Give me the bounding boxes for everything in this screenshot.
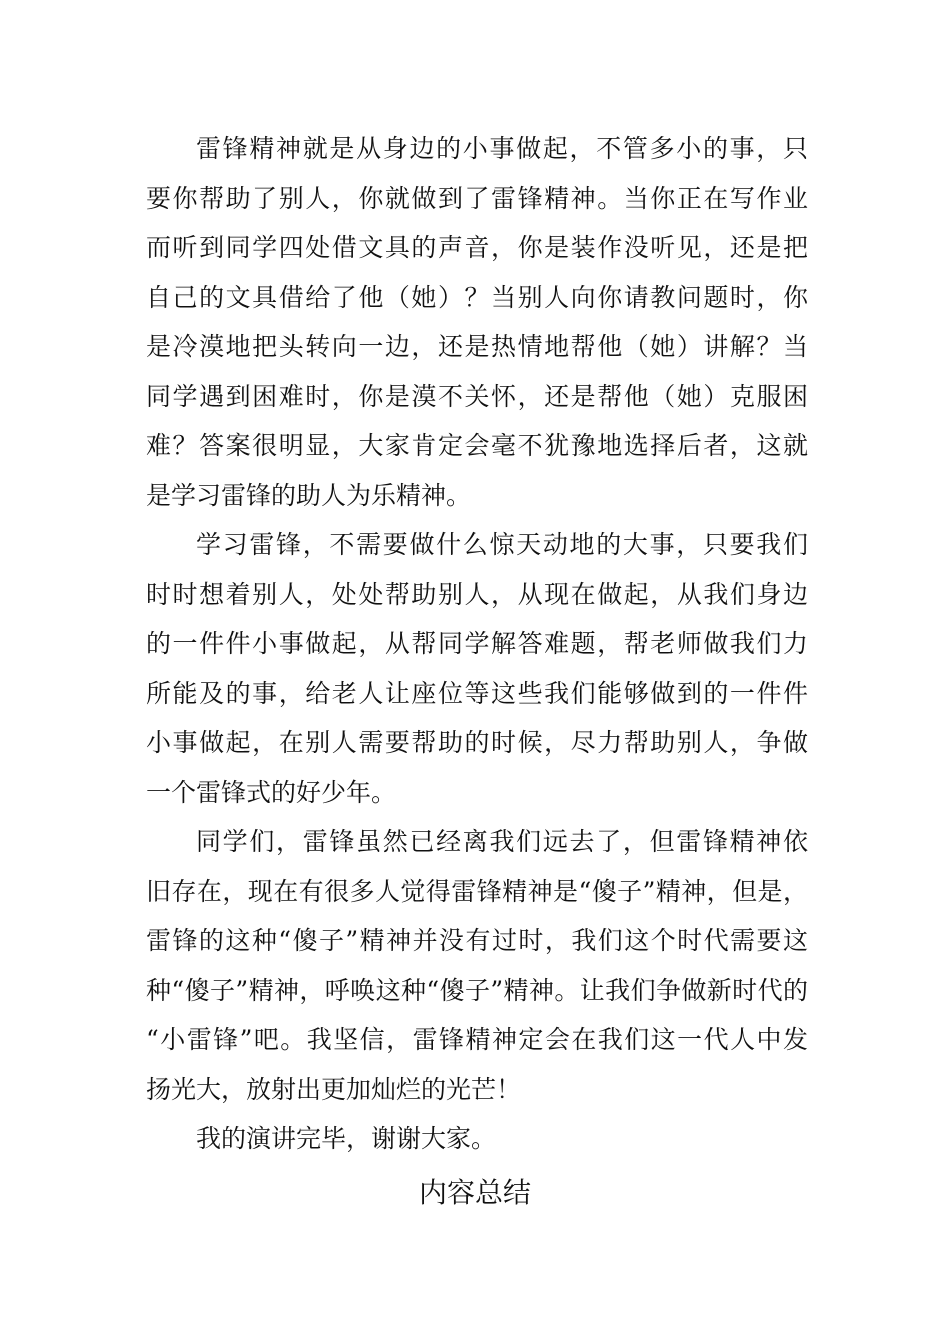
text-line: 所能及的事，给老人让座位等这些我们能够做到的一件件 (146, 678, 808, 708)
speech-body (146, 124, 808, 1164)
text-line: 种“傻子”精神，呼唤这种“傻子”精神。让我们争做新时代的 (146, 975, 808, 1005)
text-line: 是冷漠地把头转向一边，还是热情地帮他（她）讲解？当 (146, 332, 808, 361)
text-line: 要你帮助了别人，你就做到了雷锋精神。当你正在写作业 (146, 183, 808, 213)
text-line: 难？答案很明显，大家肯定会毫不犹豫地选择后者，这就 (146, 431, 808, 460)
text-line: 自己的文具借给了他（她）？当别人向你请教问题时，你 (146, 282, 808, 312)
text-line: 旧存在，现在有很多人觉得雷锋精神是“傻子”精神，但是， (146, 876, 808, 906)
paragraph (146, 817, 808, 1114)
text-line: 时时想着别人，处处帮助别人，从现在做起，从我们身边 (146, 579, 808, 609)
text-line: 是学习雷锋的助人为乐精神。 (146, 480, 472, 510)
text-line: 同学们，雷锋虽然已经离我们远去了，但雷锋精神依 (196, 827, 808, 856)
text-line: 雷锋精神就是从身边的小事做起，不管多小的事，只 (196, 134, 808, 163)
text-line: 扬光大，放射出更加灿烂的光芒！ (146, 1074, 522, 1104)
paragraph (146, 1114, 808, 1164)
paragraph (146, 520, 808, 817)
text-line: 一个雷锋式的好少年。 (146, 777, 397, 807)
text-line: 的一件件小事做起，从帮同学解答难题，帮老师做我们力 (146, 629, 808, 658)
summary-heading: 内容总结 (418, 1176, 531, 1209)
text-line: 同学遇到困难时，你是漠不关怀，还是帮他（她）克服困 (146, 381, 808, 411)
text-line: “小雷锋”吧。我坚信，雷锋精神定会在我们这一代人中发 (146, 1025, 808, 1054)
text-line: 我的演讲完毕，谢谢大家。 (196, 1124, 497, 1153)
text-line: 雷锋的这种“傻子”精神并没有过时，我们这个时代需要这 (146, 926, 808, 955)
text-line: 小事做起，在别人需要帮助的时候，尽力帮助别人，争做 (146, 728, 808, 757)
text-line: 而听到同学四处借文具的声音，你是装作没听见，还是把 (146, 233, 808, 262)
paragraph (146, 124, 808, 520)
text-line: 学习雷锋，不需要做什么惊天动地的大事，只要我们 (196, 530, 808, 559)
